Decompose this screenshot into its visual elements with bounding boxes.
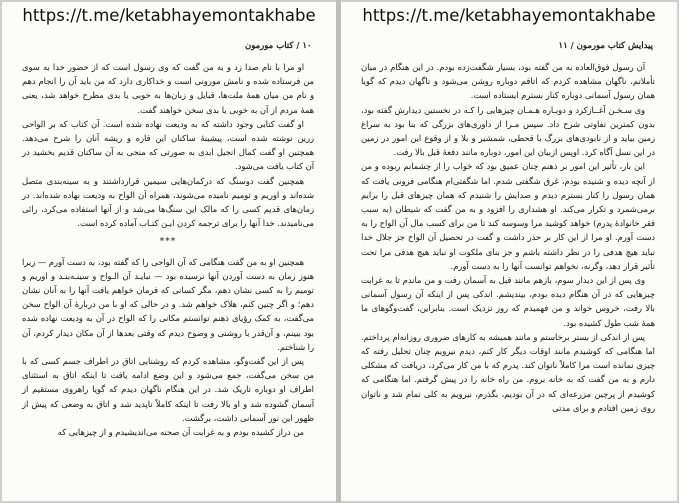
- body-text: [22, 60, 314, 439]
- channel-url: https://t.me/ketabhayemontakhabe: [22, 6, 316, 25]
- right-page: [341, 2, 677, 501]
- paragraph: او گفت کتابی وجود داشته که به ودیعت نهاده شده است. آن کتاب که بر الواحی زرین نوشته شده است، پیشینهٔ ساکنان این قاره و ریشه آنان را شرح می‌دهد. همچنین او گفت کمال انجیل ابدی به صورتی که منجی به آن ساکنان قدیم بخشید در آن کتاب یافت می‌شود.: [22, 118, 314, 172]
- section-separator: ***: [159, 237, 177, 248]
- paragraph: او مرا با نام صدا زد و به من گفت که وی رسول است که از حضور خدا به سوی من فرستاده شده و نامش مورونی است و خداکاری دارد که من باید آن را انجام دهم و نام من میان همهٔ ملت‌ها، قبایل و زبان‌ها به خوبی یا بدی مطرح خواهد شد، یعنی همهٔ مردم از آن به خوبی یا بدی سخن خواهند گفت.: [22, 62, 314, 115]
- running-head: ۱۰ / کتاب مورمون: [245, 41, 312, 51]
- paragraph: وی پس از این دیدار سوم، بازهم مانند قبل به آسمان رفت و من ماندم تا به غرابت چیزهایی که در آن هنگام دیده بودم، بیندیشم. اندکی پس از اینکه آن رسول آسمانی بالا رفت، خروس خواند و من فهمیدم که روز نزدیک است. بنابراین، گفت‌وگوهای ما همهٔ شب طول کشیده بود.: [361, 275, 655, 328]
- paragraph: وی سـخـن آغــازکرد و دوبـاره هـمـان چیزهایی را کـه در نخستین دیدارش گفته بود، بدون کمترین تفاوتی شرح داد. سپس مـرا از داوری‌های بزرگی که بنا بود به سراغ زمین بیاید و از نابودی‌های بزرگ با قحطی، شمشیر و بلا و از وقوع این امور در زمین در این نسل آگاه کرد. اوپس ازبیان این امور، دوباره مانند دفعهٔ قبل بالا رفت.: [361, 104, 655, 158]
- body-text: [361, 60, 655, 415]
- left-page: [2, 2, 336, 501]
- paragraph: آن رسول فوق‌العاده به من گفته بود، بسیار شگفت‌زده بودم. در این هنگام در میان تأملاتم، ناگهان مشاهده کردم که اتاقم دوباره روشن می‌شود و ناگهان دیدم که گویا همان رسول آسمانی دوباره کنار بسترم ایستاده است.: [361, 62, 655, 101]
- paragraph: این بار، تأثیر این امور بر ذهنم چنان عمیق بود که خواب را از چشمانم ربوده و من از آنچه دیده و شنیده بودم، غرق شگفتی شدم. اما شگفتی‌ام هنگامی فزونی یافت که همان رسول را کنار بسترم دیدم و صدایش را شنیدم که همان چیزهای قبل را برایم برمی‌شمرد و تکرار می‌کند. او هشداری را افزود و به من گفت که شیطان (به سبب فقر خانوادهٔ پدرم) خواهد کوشید مرا وسوسه کند تا من برای کسب مال آن الواح را به دست آورم. او مرا از این کار بر حذر داشت و گفت در تحصیل آن الواح جز جلال خدا نباید هیچ هدفی را در نظر داشته باشم و جز بنای ملکوت او نباید هیچ هدفی مرا تحت تأثیر قرار دهد، وگرنه، نخواهم توانست آنها را به دست آورم.: [361, 161, 655, 271]
- paragraph: همچنین گفت دوسنگ که درکمان‌هایی سیمین قرارداشتند و به سینه‌بندی متصل شده‌اند و اوریم و تومیم نامیده می‌شوند، همراه آن الواح به ودیعت نهاده شده‌اند. در زمان‌های قدیم کسی را که مالک این سنگ‌ها می‌شد و از آنها استفاده می‌کرد، رائی می‌نامیدند. خدا آنها را برای ترجمه کردن ایـن کتـاب آماده کرده است.: [22, 175, 314, 229]
- paragraph: من دراز کشیده بودم و به غرابت آن صحنه می‌اندیشیدم و از چیزهایی که: [57, 427, 304, 438]
- paragraph: همچنین او به من گفت هنگامی که آن الواحی را که گفته بود، به دست آورم — زیرا هنوز زمان به دست آوردن آنها نرسیده بود — نبایـد آن الـواح و سینـه‌بنـد و اوریم و تومیم را به کسی نشان دهم، مگر کسانی که فرمان خواهم یافت آنها را به آنان نشان دهم؛ و اگر چنین کنم، هلاک خواهم شد. و در حالی که او با من دربارهٔ آن الواح سخن می‌گفت، به کمک رؤیای ذهنم توانستم مکانی را که الواح در آن به ودیعت نهاده شده بود ببینم، و آن‌قدر با روشنی و وضوح دیدم که وقتی بعدها از آن مکان دیدار کردم، آن را شناختم.: [22, 256, 314, 352]
- paragraph: پس از اندکی از بستر برخاستم و مانند همیشه به کارهای ضروری روزانه‌ام پرداختم. اما هنگامی که کوشیدم مانند اوقات دیگر کار کنم، دیدم نیرویم چنان تحلیل رفته که چیزی نمانده است مرا کاملاً ناتوان کند. پدرم که با من کار می‌کرد، دریافت که مشکلی دارم و به من گفت که به خانه بروم. من راه خانه را در پیش گرفتم. اما هنگامی که کوشیدم از پرچین مزرعه‌ای که در آن بودیم، بگذرم، نیرویم به کلی تمام شد و ناتوان روی زمین افتادم و برای مدتی: [361, 331, 655, 413]
- paragraph: پس از این گفت‌وگو، مشاهده کردم که روشنایی اتاق در اطراف جسم کسی که با من سخن می‌گفت، جمع می‌شود و این وضع ادامه یافت تا اینکه اتاق به استثنای اطراف او دوباره تاریک شد. در این هنگام ناگهان دیدم که گویا راهروی مستقیم از آسمان گشوده شد و او بالا رفت تا اینکه کاملاً ناپدید شد و اتاق به وضعی که پیش از ظهور این نور آسمانی داشت، برگشت.: [22, 356, 314, 423]
- running-head: پیدایش کتاب مورمون / ۱۱: [558, 41, 653, 51]
- channel-url: https://t.me/ketabhayemontakhabe: [362, 6, 656, 25]
